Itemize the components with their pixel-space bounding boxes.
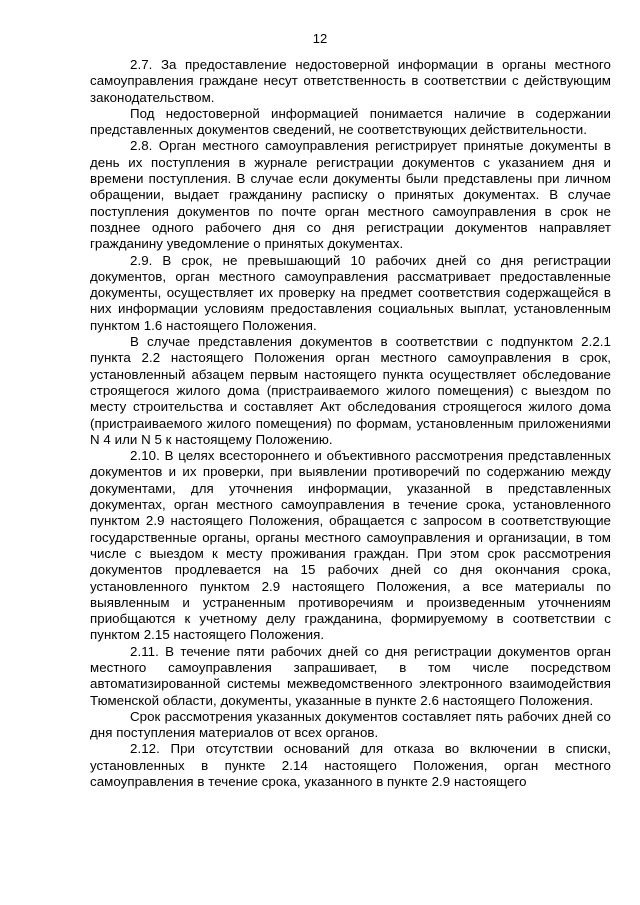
paragraph-2-9-inspection: В случае представления документов в соответствии с подпунктом 2.2.1 пункта 2.2 настоящего Положения орган местного самоуправления в срок, установленный абзацем первым настоящего пункта осуществляет обследование строящегося жилого дома (пристраиваемого жилого помещения) с выездом по месту строительства и составляет Акт обследования строящегося жилого дома (пристраиваемого жилого помещения) по формам, установленным приложениями N 4 или N 5 к настоящему Положению.: [90, 334, 611, 447]
paragraph-2-9: 2.9. В срок, не превышающий 10 рабочих дней со дня регистрации документов, орган местного самоуправления рассматривает предоставленные документы, осуществляет их проверку на предмет соответствия содержащейся в них информации условиям предоставления социальных выплат, установленным пунктом 1.6 настоящего Положения.: [90, 252, 611, 333]
paragraph-2-10: 2.10. В целях всестороннего и объективного рассмотрения представленных документов и их проверки, при выявлении противоречий по содержанию между документами, для уточнения информации, указанной в представленных документах, орган местного самоуправления в течение срока, установленного пунктом 2.9 настоящего Положения, обращается с запросом в соответствующие государственные органы, органы местного самоуправления и организации, в том числе с выездом к месту проживания граждан. При этом срок рассмотрения документов продлевается на 15 рабочих дней со дня окончания срока, установленного пунктом 2.9 настоящего Положения, а все материалы по выявленным и устраненным противоречиям и произведенным уточнениям приобщаются к учетному делу гражданина, формируемому в соответствии с пунктом 2.15 настоящего Положения.: [90, 448, 611, 643]
paragraph-2-7-note: Под недостоверной информацией понимается наличие в содержании представленных документов сведений, не соответствующих действительности.: [90, 105, 611, 138]
document-body: [90, 57, 611, 790]
page-number: 12: [312, 31, 328, 46]
paragraph-2-7: 2.7. За предоставление недостоверной информации в органы местного самоуправления граждане несут ответственность в соответствии с действующим законодательством.: [90, 57, 611, 105]
paragraph-2-8: 2.8. Орган местного самоуправления регистрирует принятые документы в день их поступления в журнале регистрации документов с указанием дня и времени поступления. В случае если документы были представлены при личном обращении, выдает гражданину расписку о принятых документах. В случае поступления документов по почте орган местного самоуправления в срок не позднее одного рабочего дня со дня регистрации документов направляет гражданину уведомление о принятых документах.: [90, 138, 611, 252]
paragraph-2-11: 2.11. В течение пяти рабочих дней со дня регистрации документов орган местного самоуправления запрашивает, в том числе посредством автоматизированной системы межведомственного электронного взаимодействия Тюменской области, документы, указанные в пункте 2.6 настоящего Положения.: [90, 643, 611, 708]
paragraph-2-12: 2.12. При отсутствии оснований для отказа во включении в списки, установленных в пункте 2.14 настоящего Положения, орган местного самоуправления в течение срока, указанного в пункте 2.9 настоящего: [90, 741, 611, 790]
paragraph-2-11-term: Срок рассмотрения указанных документов составляет пять рабочих дней со дня поступления материалов от всех органов.: [90, 708, 611, 741]
